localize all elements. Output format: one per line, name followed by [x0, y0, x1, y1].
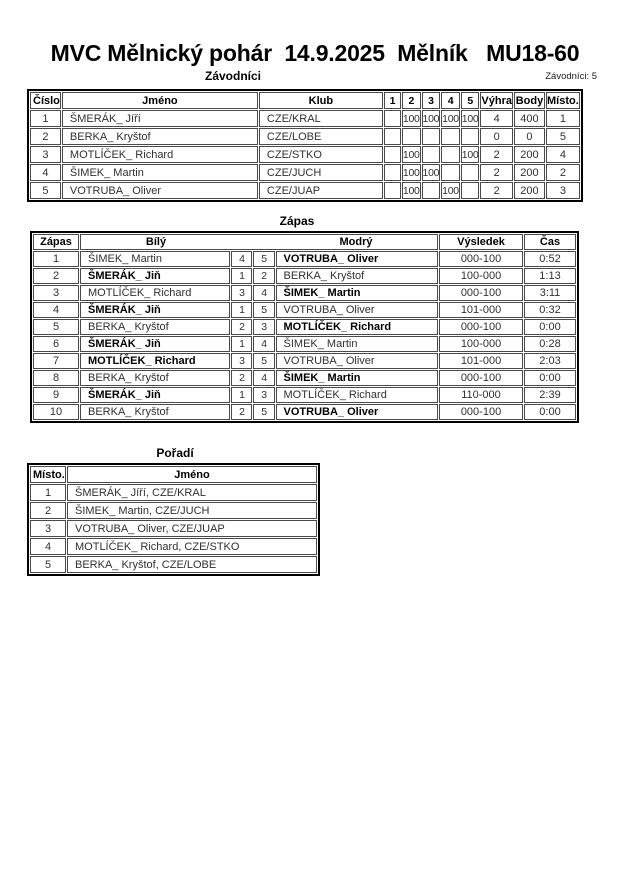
header-round-2: 2 — [402, 92, 421, 109]
cell-blue-number: 5 — [253, 353, 274, 369]
matches-header-row — [33, 234, 576, 250]
cell-blue-number: 5 — [253, 404, 274, 420]
white-blue-wrap — [81, 236, 437, 248]
standing-row — [30, 538, 317, 555]
cell-match-number: 8 — [33, 370, 79, 386]
cell-wins: 0 — [480, 128, 513, 145]
standing-row — [30, 556, 317, 573]
cell-time: 0:52 — [524, 251, 576, 267]
cell-points: 200 — [514, 182, 545, 199]
cell-blue-number: 3 — [253, 387, 274, 403]
cell-standing-place: 1 — [30, 484, 66, 501]
cell-white-name: MOTLÍČEK_ Richard — [80, 285, 230, 301]
cell-points: 200 — [514, 146, 545, 163]
cell-result: 100-000 — [439, 268, 523, 284]
header-blue: Modrý — [339, 236, 373, 248]
cell-place: 1 — [546, 110, 580, 127]
standing-row — [30, 502, 317, 519]
cell-round: 100 — [441, 110, 460, 127]
cell-blue-number: 5 — [253, 251, 274, 267]
table-row — [30, 164, 580, 181]
cell-wins: 2 — [480, 146, 513, 163]
cell-round: 100 — [461, 110, 480, 127]
cell-white-name: ŠMERÁK_ Jiň — [80, 268, 230, 284]
cell-number: 5 — [30, 182, 61, 199]
cell-standing-name: VOTRUBA_ Oliver, CZE/JUAP — [67, 520, 317, 537]
cell-white-number: 1 — [231, 387, 252, 403]
cell-result: 110-000 — [439, 387, 523, 403]
cell-result: 100-000 — [439, 336, 523, 352]
match-row — [33, 370, 576, 386]
cell-white-number: 3 — [231, 353, 252, 369]
cell-result: 101-000 — [439, 353, 523, 369]
header-name: Jméno — [62, 92, 258, 109]
cell-time: 2:39 — [524, 387, 576, 403]
cell-standing-name: MOTLÍČEK_ Richard, CZE/STKO — [67, 538, 317, 555]
cell-time: 3:11 — [524, 285, 576, 301]
cell-time: 0:00 — [524, 319, 576, 335]
header-wins: Výhra — [480, 92, 513, 109]
cell-match-number: 1 — [33, 251, 79, 267]
cell-blue-name: ŠIMEK_ Martin — [276, 285, 438, 301]
header-place: Místo. — [546, 92, 580, 109]
cell-standing-name: ŠMERÁK_ Jíří, CZE/KRAL — [67, 484, 317, 501]
cell-blue-name: MOTLÍČEK_ Richard — [276, 387, 438, 403]
cell-name: MOTLÍČEK_ Richard — [62, 146, 258, 163]
cell-time: 2:03 — [524, 353, 576, 369]
cell-club: CZE/JUCH — [259, 164, 383, 181]
cell-standing-place: 2 — [30, 502, 66, 519]
cell-round — [402, 128, 421, 145]
header-points: Body — [514, 92, 545, 109]
cell-result: 000-100 — [439, 285, 523, 301]
cell-wins: 2 — [480, 182, 513, 199]
cell-place: 4 — [546, 146, 580, 163]
cell-blue-name: ŠIMEK_ Martin — [276, 336, 438, 352]
match-row — [33, 302, 576, 318]
table-row — [30, 128, 580, 145]
table-row — [30, 110, 580, 127]
cell-round — [461, 164, 480, 181]
cell-round: 100 — [402, 182, 421, 199]
cell-time: 1:13 — [524, 268, 576, 284]
cell-place: 5 — [546, 128, 580, 145]
section-title-competitors: Závodníci — [204, 69, 261, 83]
cell-standing-place: 4 — [30, 538, 66, 555]
cell-standing-place: 5 — [30, 556, 66, 573]
standings-header-row — [30, 466, 317, 483]
cell-round — [384, 164, 401, 181]
cell-match-number: 2 — [33, 268, 79, 284]
cell-club: CZE/JUAP — [259, 182, 383, 199]
cell-round — [384, 110, 401, 127]
match-row — [33, 353, 576, 369]
header-round-1: 1 — [384, 92, 401, 109]
header-standing-name: Jméno — [67, 466, 317, 483]
cell-result: 000-100 — [439, 404, 523, 420]
cell-name: ŠMERÁK_ Jíří — [62, 110, 258, 127]
header-round-3: 3 — [422, 92, 441, 109]
standing-row — [30, 484, 317, 501]
match-row — [33, 336, 576, 352]
cell-white-name: ŠMERÁK_ Jiň — [80, 387, 230, 403]
cell-blue-number: 3 — [253, 319, 274, 335]
cell-round: 100 — [422, 110, 441, 127]
cell-standing-name: ŠIMEK_ Martin, CZE/JUCH — [67, 502, 317, 519]
cell-round: 100 — [402, 164, 421, 181]
cell-result: 000-100 — [439, 370, 523, 386]
cell-white-name: BERKA_ Kryštof — [80, 319, 230, 335]
cell-blue-name: VOTRUBA_ Oliver — [276, 353, 438, 369]
standings-table — [27, 463, 320, 576]
table-row — [30, 182, 580, 199]
header-club: Klub — [259, 92, 383, 109]
cell-points: 0 — [514, 128, 545, 145]
header-result: Výsledek — [439, 234, 523, 250]
section-title-matches: Zápas — [279, 214, 315, 228]
cell-time: 0:00 — [524, 404, 576, 420]
cell-white-number: 1 — [231, 336, 252, 352]
cell-blue-number: 2 — [253, 268, 274, 284]
cell-round: 100 — [402, 146, 421, 163]
cell-result: 000-100 — [439, 251, 523, 267]
cell-white-name: ŠIMEK_ Martin — [80, 251, 230, 267]
cell-round — [384, 182, 401, 199]
cell-round: 100 — [441, 182, 460, 199]
cell-number: 4 — [30, 164, 61, 181]
cell-round — [441, 128, 460, 145]
cell-round — [422, 182, 441, 199]
cell-round — [441, 164, 460, 181]
cell-white-number: 3 — [231, 285, 252, 301]
match-row — [33, 319, 576, 335]
cell-time: 0:28 — [524, 336, 576, 352]
cell-blue-name: VOTRUBA_ Oliver — [276, 404, 438, 420]
section-title-standings: Pořadí — [156, 446, 194, 460]
cell-white-number: 4 — [231, 251, 252, 267]
header-gap — [231, 236, 275, 248]
cell-time: 0:32 — [524, 302, 576, 318]
cell-club: CZE/LOBE — [259, 128, 383, 145]
cell-blue-number: 4 — [253, 336, 274, 352]
header-round-5: 5 — [461, 92, 480, 109]
cell-round: 100 — [422, 164, 441, 181]
cell-white-number: 2 — [231, 370, 252, 386]
cell-blue-number: 5 — [253, 302, 274, 318]
cell-match-number: 5 — [33, 319, 79, 335]
cell-club: CZE/STKO — [259, 146, 383, 163]
cell-blue-name: ŠIMEK_ Martin — [276, 370, 438, 386]
match-row — [33, 251, 576, 267]
competitors-count: Závodníci: 5 — [545, 71, 597, 82]
cell-white-name: MOTLÍČEK_ Richard — [80, 353, 230, 369]
cell-round — [441, 146, 460, 163]
cell-white-number: 2 — [231, 404, 252, 420]
cell-blue-number: 4 — [253, 370, 274, 386]
cell-wins: 2 — [480, 164, 513, 181]
page-title: MVC Mělnický pohár 14.9.2025 Mělník MU18-60 — [50, 40, 580, 66]
match-row — [33, 268, 576, 284]
matches-table — [30, 231, 579, 423]
cell-blue-name: VOTRUBA_ Oliver — [276, 302, 438, 318]
cell-result: 101-000 — [439, 302, 523, 318]
cell-white-number: 2 — [231, 319, 252, 335]
cell-blue-number: 4 — [253, 285, 274, 301]
cell-white-number: 1 — [231, 302, 252, 318]
cell-round — [461, 182, 480, 199]
cell-standing-place: 3 — [30, 520, 66, 537]
match-row — [33, 285, 576, 301]
cell-white-number: 1 — [231, 268, 252, 284]
header-round-4: 4 — [441, 92, 460, 109]
cell-name: BERKA_ Kryštof — [62, 128, 258, 145]
cell-place: 3 — [546, 182, 580, 199]
cell-round — [384, 146, 401, 163]
header-time: Čas — [524, 234, 576, 250]
cell-match-number: 3 — [33, 285, 79, 301]
cell-round — [422, 128, 441, 145]
cell-club: CZE/KRAL — [259, 110, 383, 127]
cell-number: 2 — [30, 128, 61, 145]
cell-round — [384, 128, 401, 145]
cell-white-name: BERKA_ Kryštof — [80, 404, 230, 420]
header-match: Zápas — [33, 234, 79, 250]
cell-time: 0:00 — [524, 370, 576, 386]
cell-name: VOTRUBA_ Oliver — [62, 182, 258, 199]
header-number: Číslo — [30, 92, 61, 109]
cell-name: ŠIMEK_ Martin — [62, 164, 258, 181]
cell-round: 100 — [402, 110, 421, 127]
cell-blue-name: MOTLÍČEK_ Richard — [276, 319, 438, 335]
cell-match-number: 4 — [33, 302, 79, 318]
table-row — [30, 146, 580, 163]
cell-match-number: 9 — [33, 387, 79, 403]
cell-number: 1 — [30, 110, 61, 127]
match-row — [33, 404, 576, 420]
cell-blue-name: BERKA_ Kryštof — [276, 268, 438, 284]
cell-blue-name: VOTRUBA_ Oliver — [276, 251, 438, 267]
cell-result: 000-100 — [439, 319, 523, 335]
cell-match-number: 6 — [33, 336, 79, 352]
cell-number: 3 — [30, 146, 61, 163]
cell-match-number: 10 — [33, 404, 79, 420]
standing-row — [30, 520, 317, 537]
cell-wins: 4 — [480, 110, 513, 127]
cell-round — [422, 146, 441, 163]
header-standing-place: Místo. — [30, 466, 66, 483]
cell-points: 200 — [514, 164, 545, 181]
cell-white-name: ŠMERÁK_ Jiň — [80, 302, 230, 318]
cell-white-name: BERKA_ Kryštof — [80, 370, 230, 386]
cell-round — [461, 128, 480, 145]
cell-points: 400 — [514, 110, 545, 127]
competitors-header-row — [30, 92, 580, 109]
match-row — [33, 387, 576, 403]
cell-standing-name: BERKA_ Kryštof, CZE/LOBE — [67, 556, 317, 573]
header-white: Bílý — [145, 236, 167, 248]
header-white-blue — [80, 234, 438, 250]
cell-round: 100 — [461, 146, 480, 163]
cell-match-number: 7 — [33, 353, 79, 369]
cell-white-name: ŠMERÁK_ Jiň — [80, 336, 230, 352]
cell-place: 2 — [546, 164, 580, 181]
competitors-table — [27, 89, 583, 202]
